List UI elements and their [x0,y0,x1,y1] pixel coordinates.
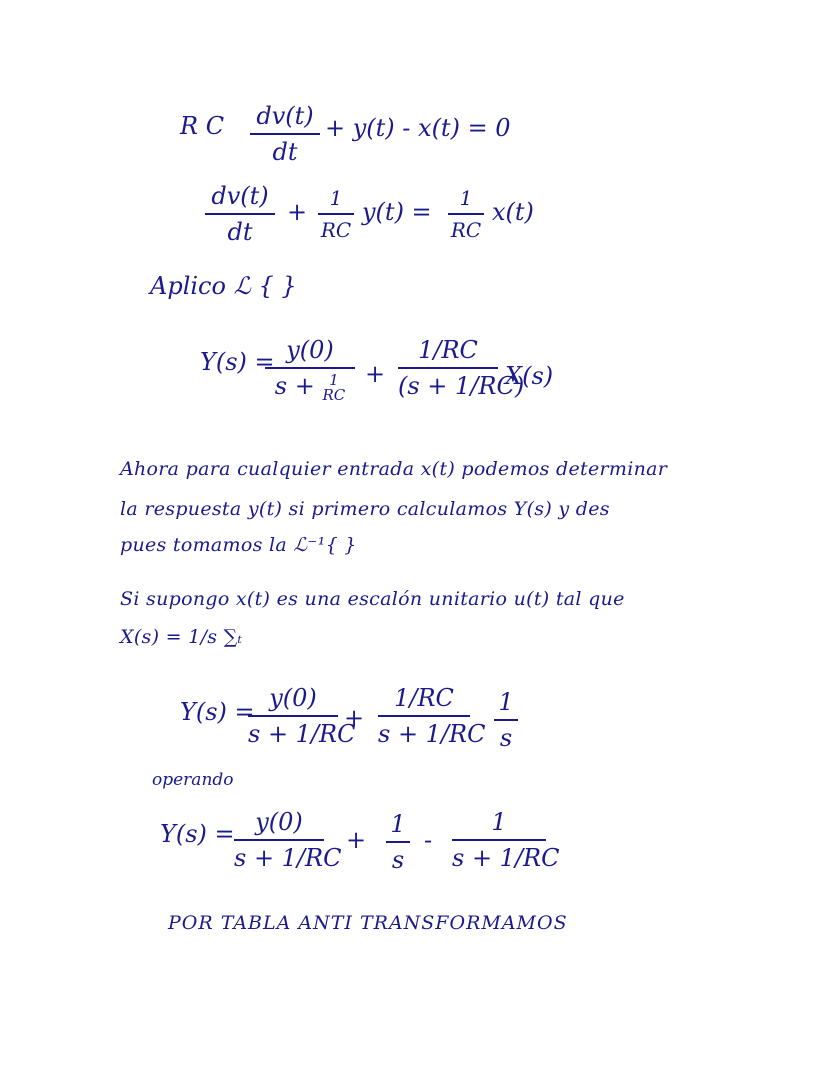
eq2-rhs-den: RC [450,218,482,242]
fraction-bar [448,213,484,215]
eq3-fraction-2 [398,336,525,400]
eq5-f3-den: s + 1/RC [452,844,560,872]
eq5-f1-den: s + 1/RC [234,844,342,872]
eq2-rhs-num: 1 [459,186,473,210]
eq4-f3-den: s [499,724,513,752]
eq2-rhs: x(t) [492,198,534,226]
eq3-f1-den [265,372,355,403]
para2-line-1: Si supongo x(t) es una escalón unitario u(t) tal que [120,588,625,610]
eq2-frac-den: dt [227,218,253,246]
eq5-fraction-2 [386,810,410,874]
eq4-lhs: Y(s) = [180,698,255,726]
eq5-fraction-3 [452,808,560,872]
eq2-mid: y(t) = [362,198,432,226]
fraction-bar [205,213,275,215]
eq5-f2-den: s [391,846,405,874]
eq2-coef-den: RC [320,218,352,242]
fraction-bar [378,715,470,717]
eq5-minus: - [424,826,433,854]
eq3-fraction-1 [265,336,355,403]
eq4-f1-den: s + 1/RC [248,720,356,748]
eq1-rest: + y(t) - x(t) = 0 [325,114,511,142]
eq4-f3-num: 1 [498,688,514,716]
para1-line-1: Ahora para cualquier entrada x(t) podemos determinar [120,458,668,480]
eq2-coef [318,186,354,242]
eq5-f1-num: y(0) [255,808,303,836]
eq4-f1-num: y(0) [269,684,317,712]
eq4-fraction-2 [378,684,486,748]
eq2-plus: + [287,198,308,226]
eq3-f1-num: y(0) [286,336,334,364]
eq4-fraction-1 [248,684,356,748]
aplico-laplace: Aplico ℒ { } [150,272,297,300]
para2-line-2: X(s) = 1/s ∑ₜ [120,626,243,648]
eq4-fraction-3 [494,688,518,752]
eq2-coef-num: 1 [329,186,343,210]
eq3-f1-den-num: 1 [329,370,339,389]
eq1-derivative [250,102,320,166]
para1-line-2: la respuesta y(t) si primero calculamos Y(s) y des [120,498,610,520]
eq3-f2-num: 1/RC [418,336,478,364]
fraction-bar [398,367,498,369]
eq3-f1-den-a: s + [274,372,315,400]
fraction-bar [248,715,338,717]
eq3-plus: + [365,360,386,388]
eq2-rhs-coef [448,186,484,242]
fraction-bar [250,133,320,135]
eq3-f1-den-den: RC [322,385,346,404]
para1-line-3: pues tomamos la ℒ⁻¹{ } [120,534,357,556]
eq1-frac-num: dv(t) [256,102,314,130]
eq5-lhs: Y(s) = [160,820,235,848]
eq1-lead: R C [180,112,225,140]
fraction-bar [494,719,518,721]
eq2-derivative [205,182,275,246]
fraction-bar [452,839,546,841]
eq4-f2-den: s + 1/RC [378,720,486,748]
eq4-f2-num: 1/RC [394,684,454,712]
eq3-f2-den: (s + 1/RC) [398,372,525,400]
eq4-plus: + [344,704,365,732]
eq2-frac-num: dv(t) [211,182,269,210]
eq3-tail: X(s) [505,362,554,390]
fraction-bar [265,367,355,369]
footer-note: POR TABLA ANTI TRANSFORMAMOS [168,912,568,934]
fraction-bar [318,213,354,215]
eq5-f2-num: 1 [390,810,406,838]
eq1-frac-den: dt [272,138,298,166]
eq5-f3-num: 1 [491,808,507,836]
fraction-bar [234,839,324,841]
eq5-plus: + [346,826,367,854]
operando-label: operando [152,770,234,790]
eq3-f1-den-frac [322,370,346,404]
eq3-lhs: Y(s) = [200,348,275,376]
fraction-bar [386,841,410,843]
eq5-fraction-1 [234,808,342,872]
